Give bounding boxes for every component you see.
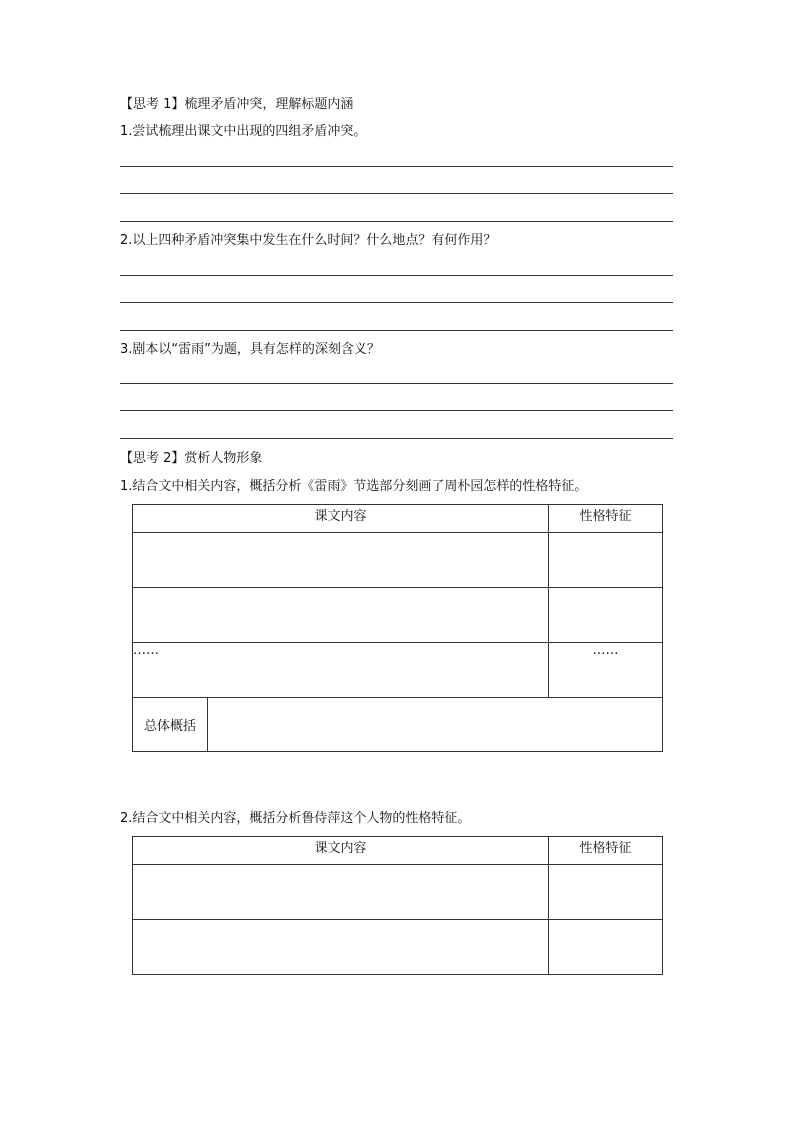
summary-cell[interactable] — [208, 698, 663, 752]
answer-line[interactable] — [120, 193, 673, 194]
column-header-content: 课文内容 — [133, 505, 549, 533]
answer-line[interactable] — [120, 383, 673, 384]
answer-line[interactable] — [120, 330, 673, 331]
content-cell-ellipsis[interactable]: …… — [133, 643, 549, 698]
trait-cell[interactable] — [549, 588, 663, 643]
content-cell[interactable] — [133, 865, 549, 920]
trait-cell-ellipsis[interactable]: …… — [549, 643, 663, 698]
answer-line[interactable] — [120, 275, 673, 276]
trait-cell[interactable] — [549, 920, 663, 975]
trait-cell[interactable] — [549, 865, 663, 920]
content-cell[interactable] — [133, 533, 549, 588]
column-header-trait: 性格特征 — [549, 837, 663, 865]
answer-line[interactable] — [120, 302, 673, 303]
section2-question-1: 1.结合文中相关内容，概括分析《雷雨》节选部分刻画了周朴园怎样的性格特征。 — [120, 479, 588, 494]
content-cell[interactable] — [133, 588, 549, 643]
answer-line[interactable] — [120, 166, 673, 167]
lu-shiping-trait-table — [132, 836, 663, 975]
section2-heading: 【思考 2】赏析人物形象 — [120, 451, 263, 466]
zhou-puyuan-trait-table — [132, 504, 663, 752]
section1-question-2: 2.以上四种矛盾冲突集中发生在什么时间？什么地点？有何作用？ — [120, 233, 497, 248]
summary-label: 总体概括 — [133, 698, 208, 752]
section1-question-1: 1.尝试梳理出课文中出现的四组矛盾冲突。 — [120, 124, 367, 139]
content-cell[interactable] — [133, 920, 549, 975]
answer-line[interactable] — [120, 438, 673, 439]
trait-cell[interactable] — [549, 533, 663, 588]
section1-heading: 【思考 1】梳理矛盾冲突，理解标题内涵 — [120, 97, 354, 112]
section2-question-2: 2.结合文中相关内容，概括分析鲁侍萍这个人物的性格特征。 — [120, 811, 471, 826]
section1-question-3: 3.剧本以“雷雨”为题，具有怎样的深刻含义？ — [120, 342, 380, 357]
answer-line[interactable] — [120, 221, 673, 222]
answer-line[interactable] — [120, 410, 673, 411]
column-header-trait: 性格特征 — [549, 505, 663, 533]
column-header-content: 课文内容 — [133, 837, 549, 865]
